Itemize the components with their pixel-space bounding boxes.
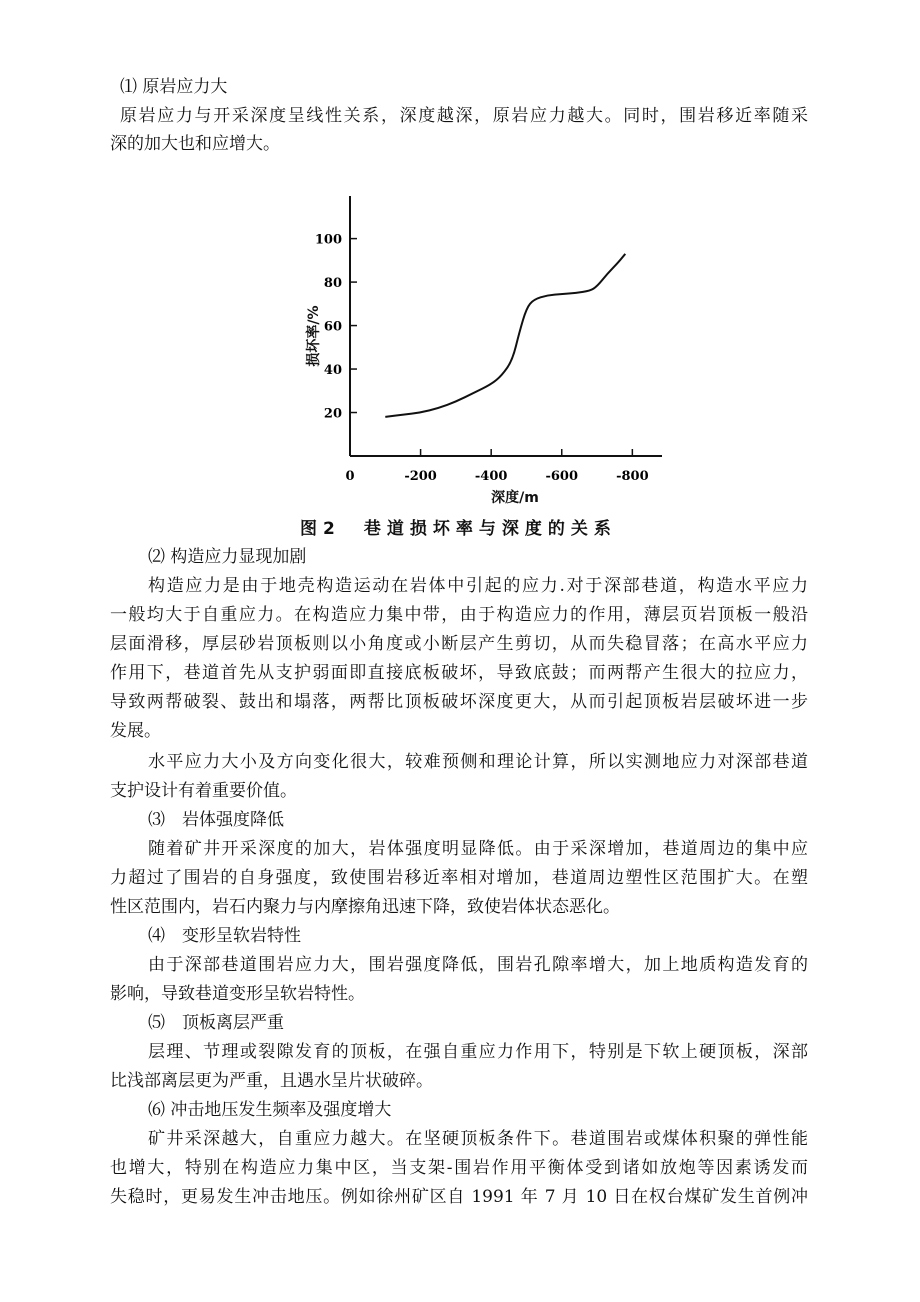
text-line: 也增大，特别在构造应力集中区，当支架-围岩作用平衡体受到诸如放炮等因素诱发而: [110, 1158, 808, 1178]
text-line: ⑹ 冲击地压发生频率及强度增大: [148, 1100, 392, 1120]
text-line: 层面滑移，厚层砂岩顶板则以小角度或小断层产生剪切，从而失稳冒落；在高水平应力: [110, 634, 808, 654]
chart-axes: [350, 196, 662, 456]
y-axis-label: 损坏率/%: [306, 305, 322, 367]
text-line: 导致两帮破裂、鼓出和塌落，两帮比顶板破坏深度更大，从而引起顶板岩层破坏进一步: [110, 692, 808, 712]
text-line: ⑶ 岩体强度降低: [148, 810, 284, 830]
text-line: 原岩应力与开采深度呈线性关系，深度越深，原岩应力越大。同时，围岩移近率随采: [120, 106, 808, 126]
y-tick-label: 40: [323, 363, 342, 379]
y-tick-label: 100: [314, 232, 342, 248]
text-line: 支护设计有着重要价值。: [110, 781, 297, 801]
text-line: 深的加大也和应增大。: [110, 134, 280, 154]
y-tick-label: 80: [323, 276, 342, 292]
text-line: 性区范围内，岩石内聚力与内摩擦角迅速下降，致使岩体状态恶化。: [110, 897, 620, 917]
series-line: [385, 254, 625, 417]
text-line: 力超过了围岩的自身强度，致使围岩移近率相对增加，巷道周边塑性区范围扩大。在塑: [110, 868, 808, 888]
text-line: ⑷ 变形呈软岩特性: [148, 926, 301, 946]
text-line: 矿井采深越大，自重应力越大。在坚硬顶板条件下。巷道围岩或煤体积聚的弹性能: [148, 1129, 808, 1149]
x-tick-label: -400: [474, 469, 508, 484]
text-line: 随着矿井开采深度的加大，岩体强度明显降低。由于采深增加，巷道周边的集中应: [148, 839, 808, 859]
text-line: 作用下，巷道首先从支护弱面即直接底板破坏，导致底鼓；而两帮产生很大的拉应力，: [110, 663, 808, 683]
figure-caption: 图2 巷道损坏率与深度的关系: [300, 519, 617, 539]
chart-ticks: [315, 233, 649, 484]
text-line: 构造应力是由于地壳构造运动在岩体中引起的应力.对于深部巷道，构造水平应力: [148, 576, 808, 596]
text-line: 影响，导致巷道变形呈软岩特性。: [110, 984, 365, 1004]
x-tick-label: -600: [545, 469, 579, 484]
x-axis-label: 深度/m: [491, 490, 539, 506]
y-tick-label: 60: [323, 319, 342, 335]
text-line: ⑸ 顶板离层严重: [148, 1013, 284, 1033]
text-line: 由于深部巷道围岩应力大，围岩强度降低，围岩孔隙率增大，加上地质构造发育的: [148, 955, 808, 975]
text-line: ⑴ 原岩应力大: [120, 77, 228, 97]
text-line: 比浅部离层更为严重，且遇水呈片状破碎。: [110, 1071, 433, 1091]
text-line: 发展。: [110, 721, 161, 741]
text-line: 层理、节理或裂隙发育的顶板，在强自重应力作用下，特别是下软上硬顶板，深部: [148, 1042, 808, 1062]
text-line: 失稳时，更易发生冲击地压。例如徐州矿区自 1991 年 7 月 10 日在权台煤矿发生首例冲: [110, 1187, 808, 1207]
x-tick-label: 0: [345, 469, 355, 484]
text-line: 一般均大于自重应力。在构造应力集中带，由于构造应力的作用，薄层页岩顶板一般沿: [110, 605, 808, 625]
x-tick-label: -200: [404, 469, 437, 484]
text-line: 水平应力大小及方向变化很大，较难预侧和理论计算，所以实测地应力对深部巷道: [148, 752, 808, 772]
x-tick-label: -800: [616, 469, 649, 484]
text-line: ⑵ 构造应力显现加剧: [148, 547, 307, 567]
chart-series: [385, 254, 625, 417]
y-tick-label: 20: [323, 406, 342, 422]
depth-damage-chart: [300, 196, 680, 511]
